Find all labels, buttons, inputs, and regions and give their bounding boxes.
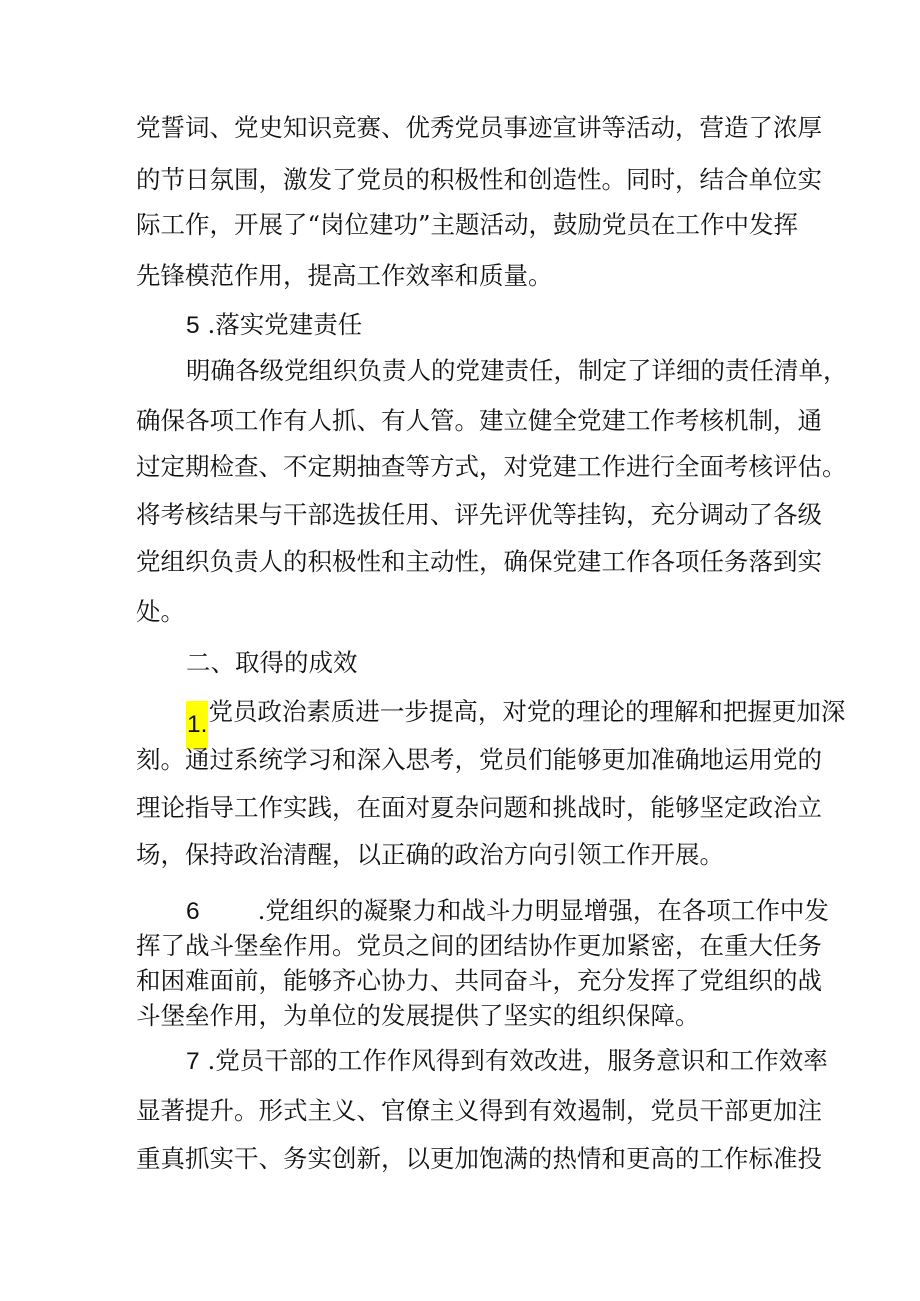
- paragraph-line: 明确各级党组织负责人的党建责任，制定了详细的责任清单，: [186, 356, 848, 385]
- paragraph-line: 的节日氛围，激发了党员的积极性和创造性。同时，结合单位实: [136, 165, 822, 194]
- section-heading-5: [186, 310, 362, 341]
- paragraph-line: 显著提升。形式主义、官僚主义得到有效遏制，党员干部更加注: [136, 1096, 822, 1125]
- section-title: .落实党建责任: [207, 310, 363, 339]
- paragraph-line: 重真抓实干、务实创新，以更加饱满的热情和更高的工作标准投: [136, 1144, 822, 1173]
- item-1-first-line: [186, 697, 845, 749]
- paragraph-line: 先锋模范作用，提高工作效率和质量。: [136, 261, 553, 290]
- item-7-first-line: [186, 1046, 828, 1077]
- item-text: .党组织的凝聚力和战斗力明显增强，在各项工作中发: [257, 896, 829, 925]
- paragraph-line: 挥了战斗堡垒作用。党员之间的团结协作更加紧密，在重大任务: [136, 931, 822, 960]
- paragraph-line: 确保各项工作有人抓、有人管。建立健全党建工作考核机制，通: [136, 406, 822, 435]
- item-number: 6: [186, 898, 200, 925]
- item-text: .党员干部的工作作风得到有效改进，服务意识和工作效率: [207, 1046, 828, 1075]
- paragraph-line: 场，保持政治清醒，以正确的政治方向引领工作开展。: [136, 840, 724, 869]
- paragraph-line: 处。: [136, 597, 185, 626]
- paragraph-line: 刻。通过系统学习和深入思考，党员们能够更加准确地运用党的: [136, 745, 822, 774]
- highlighted-number: 1.: [186, 701, 208, 749]
- item-6-first-line: [186, 896, 829, 927]
- paragraph-line: 党誓词、党史知识竞赛、优秀党员事迹宣讲等活动，营造了浓厚: [136, 113, 822, 142]
- paragraph-line: 斗堡垒作用，为单位的发展提供了坚实的组织保障。: [136, 1001, 700, 1030]
- item-number: 7: [186, 1048, 200, 1075]
- paragraph-line: 理论指导工作实践，在面对夏杂问题和挑战时，能够坚定政治立: [136, 793, 822, 822]
- chapter-heading: 二、取得的成效: [186, 648, 358, 677]
- paragraph-line: 将考核结果与干部选拔任用、评先评优等挂钩，充分调动了各级: [136, 500, 822, 529]
- item-text: 党员政治素质进一步提高，对党的理论的理解和把握更加深: [208, 697, 846, 726]
- paragraph-line: 党组织负责人的积极性和主动性，确保党建工作各项任务落到实: [136, 547, 822, 576]
- paragraph-line: 过定期检查、不定期抽查等方式，对党建工作进行全面考核评估。: [136, 452, 847, 481]
- paragraph-line: 际工作，开展了“岗位建功”主题活动，鼓励党员在工作中发挥: [136, 210, 799, 239]
- paragraph-line: 和困难面前，能够齐心协力、共同奋斗，充分发挥了党组织的战: [136, 966, 822, 995]
- section-number: 5: [186, 312, 200, 339]
